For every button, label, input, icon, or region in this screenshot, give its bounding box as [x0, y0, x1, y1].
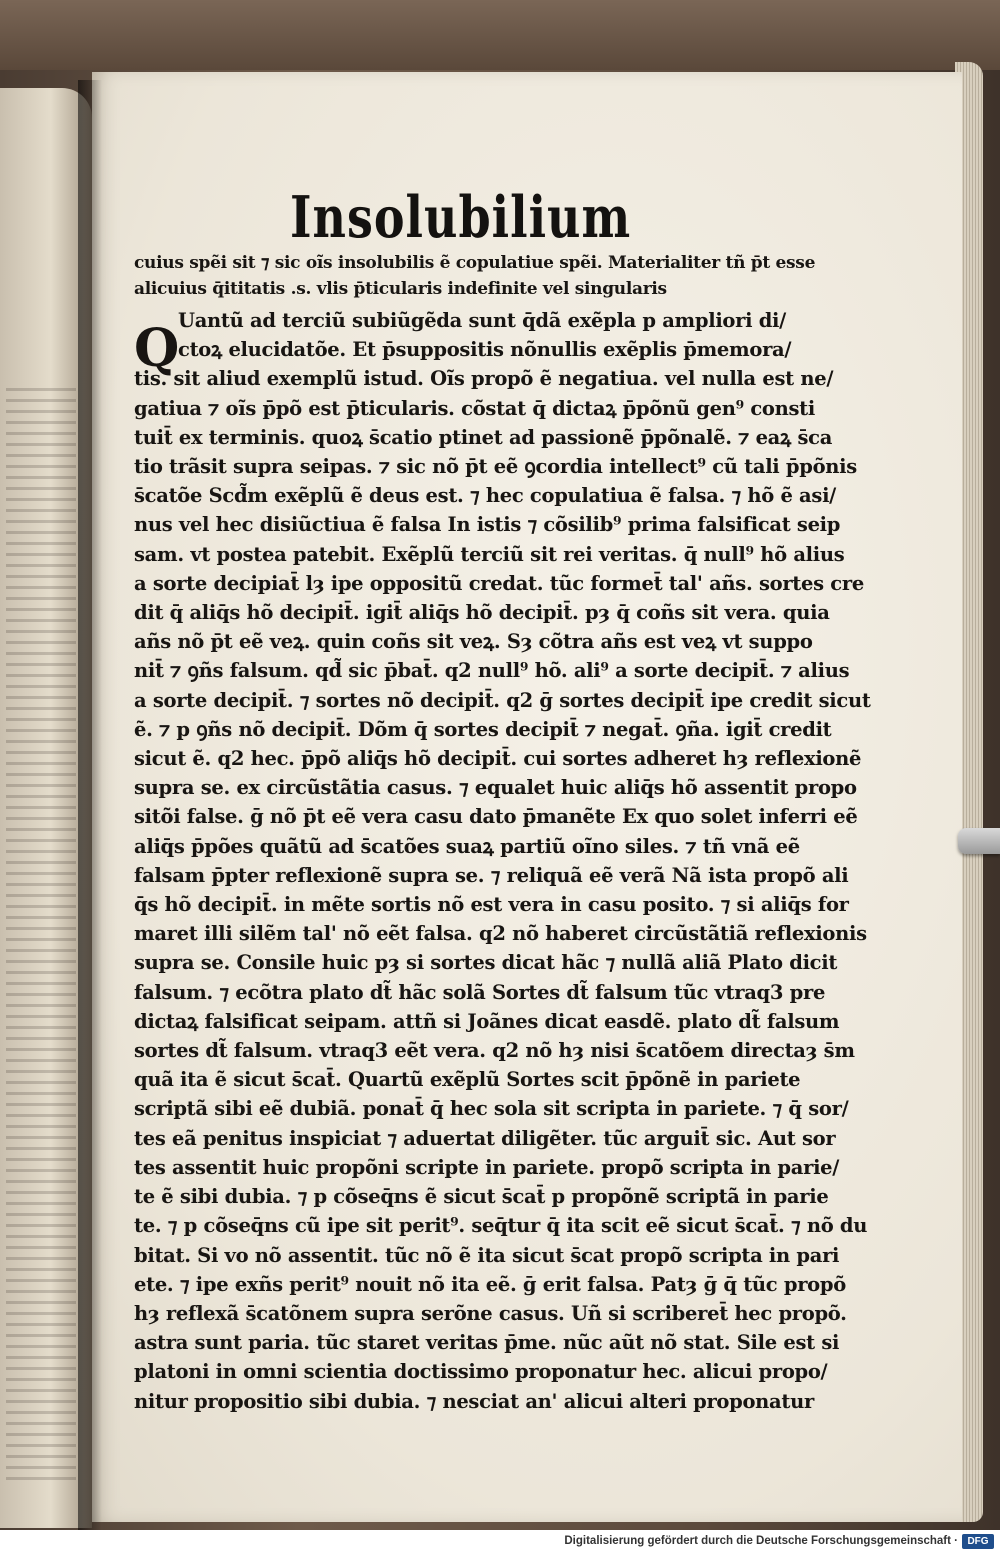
text-line: gatiua ⁊ oĩs p̄põ est p̄ticularis. cõstat q̄ dictaꝝ p̄põnũ gen⁹ consti: [134, 396, 815, 420]
text-line: ctoꝝ elucidatõe. Et p̄suppositis nõnullis exẽplis p̄memora/: [178, 338, 792, 362]
text-line: dit q̄ aliq̄s hõ decipit̄. igit̄ aliq̄s hõ decipit̄. pȝ q̄ coñs sit vera. quia: [134, 601, 830, 625]
text-line: quã ita ẽ sicut s̄cat̄. Quartũ exẽplũ Sortes scit p̄põnẽ in pariete: [134, 1068, 801, 1092]
spine-shadow: [78, 80, 102, 1530]
text-line: tis. sit aliud exemplũ istud. Oĩs propõ ẽ negatiua. vel nulla est ne/: [134, 367, 834, 391]
drop-cap-initial: Q: [134, 318, 180, 379]
text-line: hȝ reflexã s̄catõnem supra serõne casus. Uñ si scriberet̄ hec propõ.: [134, 1301, 847, 1325]
left-page-text-bleed: [6, 388, 76, 1488]
text-line: tio trãsit supra seipas. ⁊ sic nõ p̄t eẽ ꝯcordia intellect⁹ cũ tali p̄põnis: [134, 455, 857, 479]
text-line: bitat. Si vo nõ assentit. tũc nõ ẽ ita sicut s̄cat propõ scripta in pari: [134, 1243, 840, 1267]
text-line: cuius spẽi sit ⁊ sic oĩs insolubilis ẽ copulatiue spẽi. Materialiter tñ p̄t esse: [134, 253, 816, 273]
text-line: a sorte decipiat̄ lȝ ipe oppositũ credat. tũc formet̄ tal' añs. sortes cre: [134, 571, 864, 595]
text-line: scriptã sibi eẽ dubiã. ponat̄ q̄ hec sola sit scripta in pariete. ⁊ q̄ sor/: [134, 1097, 849, 1121]
text-line: falsum. ⁊ ecõtra plato dt̃ hãc solã Sortes dt̃ falsum tũc vtraq3 pre: [134, 980, 826, 1004]
book-cover-top: [0, 0, 1000, 70]
footer-credit: Digitalisierung gefördert durch die Deutsche Forschungsgemeinschaft ·: [564, 1535, 958, 1547]
text-line: tuit̄ ex terminis. quoꝝ s̄catio ptinet ad passionẽ p̄põnalẽ. ⁊ eaꝝ s̄ca: [134, 425, 833, 449]
text-line: añs nõ p̄t eẽ veꝝ. quin coñs sit veꝝ. Sȝ cõtra añs est veꝝ vt suppo: [134, 630, 813, 654]
text-line: dictaꝝ falsificat seipam. attñ si Joãnes dicat easdẽ. plato dt̃ falsum: [134, 1009, 840, 1033]
text-line: nitur propositio sibi dubia. ⁊ nesciat an' alicui alteri proponatur: [134, 1389, 814, 1413]
text-line: a sorte decipit̄. ⁊ sortes nõ decipit̄. q2 ḡ sortes decipit̄ ipe credit sicut: [134, 688, 871, 712]
text-line: sitõi false. ḡ nõ p̄t eẽ vera casu dato p̄manẽte Ex quo solet inferri eẽ: [134, 805, 858, 829]
text-line: te. ⁊ p cõseq̄ns cũ ipe sit perit⁹. seq̄tur q̄ ita scit eẽ sicut s̄cat̄. ⁊ nõ du: [134, 1214, 868, 1238]
text-line: ẽ. ⁊ p ꝯñs nõ decipit̄. Dõm q̄ sortes decipit̄ ⁊ negat̄. ꝯña. igit̄ credit: [134, 717, 832, 741]
text-line: astra sunt paria. tũc staret veritas p̄me. nũc aũt nõ stat. Sile est si: [134, 1331, 840, 1355]
text-line: s̄catõe Scd̃m exẽplũ ẽ deus est. ⁊ hec copulatiua ẽ falsa. ⁊ hõ ẽ asi/: [134, 484, 836, 508]
text-line: nus vel hec disiũctiua ẽ falsa In istis ⁊ cõsilib⁹ prima falsificat seip: [134, 513, 841, 537]
footer-bar: [0, 1530, 1000, 1554]
text-line: nit̄ ⁊ ꝯñs falsum. qd̃ sic p̄bat̄. q2 null⁹ hõ. ali⁹ a sorte decipit̄. ⁊ alius: [134, 659, 850, 683]
dfg-logo: DFG: [962, 1534, 994, 1549]
text-line: ete. ⁊ ipe exñs perit⁹ nouit nõ ita eẽ. ḡ erit falsa. Patȝ ḡ q̄ tũc propõ: [134, 1272, 846, 1296]
text-line: supra se. Consile huic pȝ si sortes dicat hãc ⁊ nullã aliã Plato dicit: [134, 951, 838, 975]
text-line: aliq̄s p̄pões quãtũ ad s̄catões suaꝝ partiũ oĩno siles. ⁊ tñ vnã eẽ: [134, 834, 800, 858]
text-line: Uantũ ad terciũ subiũgẽda sunt q̄dã exẽpla p ampliori di/: [178, 309, 786, 332]
text-line: tes eã penitus inspiciat ⁊ aduertat diligẽter. tũc arguit̄ sic. Aut sor: [134, 1126, 836, 1150]
text-line: sicut ẽ. q2 hec. p̄põ aliq̄s hõ decipit̄. cui sortes adheret hȝ reflexionẽ: [134, 747, 862, 771]
text-line: te ẽ sibi dubia. ⁊ p cõseq̄ns ẽ sicut s̄cat̄ p propõnẽ scriptã in parie: [134, 1185, 829, 1209]
text-line: falsam p̄pter reflexionẽ supra se. ⁊ reliquã eẽ verã Nã ista propõ ali: [134, 863, 849, 887]
page-title: Insolubilium: [290, 183, 632, 251]
text-line: alicuius q̄ititatis .s. vlis p̄ticularis indefinite vel singularis: [134, 279, 667, 299]
page-clip-tab: [958, 828, 1000, 854]
text-line: platoni in omni scientia doctissimo proponatur hec. alicui propo/: [134, 1360, 828, 1384]
text-line: sortes dt̃ falsum. vtraq3 eẽt vera. q2 nõ hȝ nisi s̄catõem directaȝ s̄m: [134, 1039, 855, 1063]
text-line: q̄s hõ decipit̄. in mẽte sortis nõ est vera in casu posito. ⁊ si aliq̄s for: [134, 893, 849, 917]
text-line: supra se. ex circũstãtia casus. ⁊ equalet huic aliq̄s hõ assentit propo: [134, 776, 857, 800]
page-text: [134, 250, 871, 1416]
text-line: maret illi silẽm tal' nõ eẽt falsa. q2 nõ haberet circũstãtiã reflexionis: [134, 922, 867, 946]
text-line: sam. vt postea patebit. Exẽplũ terciũ sit rei veritas. q̄ null⁹ hõ alius: [134, 542, 845, 566]
text-line: tes assentit huic propõni scripte in pariete. propõ scripta in parie/: [134, 1155, 840, 1179]
